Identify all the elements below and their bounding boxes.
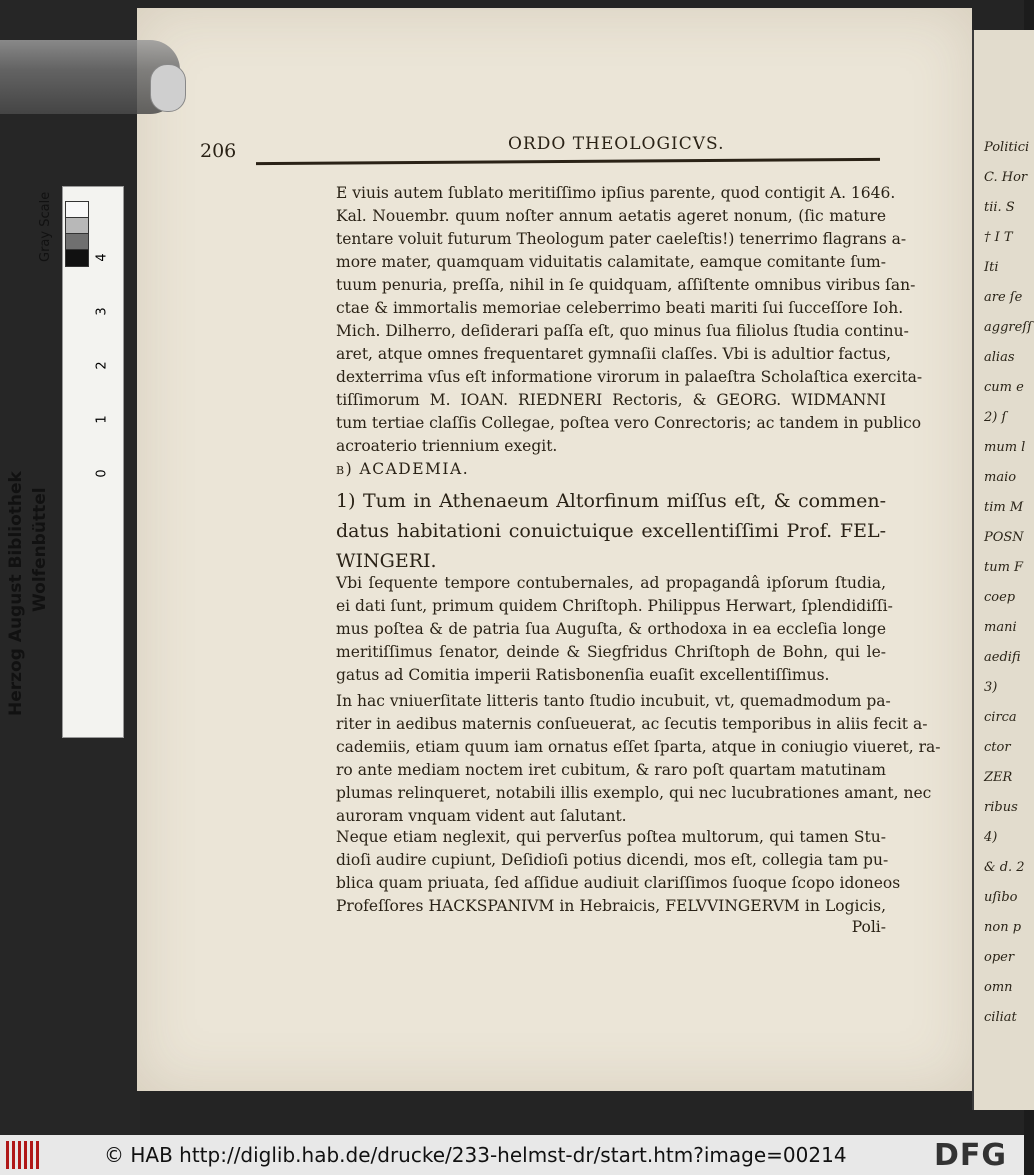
text-line: meritiſſimus ſenator, deinde & Siegfridus Chriſtoph de Bohn, qui le- — [336, 643, 886, 661]
text-line: more mater, quamquam viduitatis calamitate, eamque comitante ſum- — [336, 253, 886, 271]
text-line: Neque etiam neglexit, qui perverſus poſtea multorum, qui tamen Stu- — [336, 828, 886, 846]
text-line: auroram vnquam vident aut ſalutant. — [336, 807, 627, 825]
text-line: Kal. Nouembr. quum noſter annum aetatis ageret nonum, (ſic mature — [336, 207, 886, 225]
ruler-number: 1 — [94, 415, 110, 424]
facing-page-fragment: tii. S — [984, 200, 1015, 215]
catchword: Poli- — [851, 918, 886, 936]
text-line: tentare voluit futurum Theologum pater caeleſtis!) tenerrimo flagrans a- — [336, 230, 907, 248]
facing-page-fragment: ribus — [984, 800, 1018, 815]
facing-page-fragment: 3) — [984, 680, 998, 695]
catchword-box — [336, 916, 886, 939]
page-clamp-tip — [150, 64, 186, 112]
facing-page-fragment: & d. 2 — [984, 860, 1025, 875]
paragraph-5 — [336, 826, 901, 918]
facing-page-fragment: tum F — [984, 560, 1024, 575]
facing-page-fragment: omn — [984, 980, 1013, 995]
facing-page-fragment: C. Hor — [984, 170, 1028, 185]
paragraph-4 — [336, 690, 941, 828]
text-line: E viuis autem ſublato meritiſſimo ipſius parente, quod contigit A. 1646. — [336, 184, 896, 202]
text-line: datus habitationi conuictuique excellentiſſimi Prof. FEL- — [336, 520, 886, 542]
running-title: ORDO THEOLOGICVS. — [508, 134, 725, 154]
facing-page-fragment: coep — [984, 590, 1016, 605]
text-line: ei dati ſunt, primum quidem Chriſtoph. Philippus Herwart, ſplendidiſſi- — [336, 597, 893, 615]
facing-page-fragment: 2) ſ — [984, 410, 1007, 425]
text-line: 1) Tum in Athenaeum Altorfinum miſſus eſt, & commen- — [336, 490, 886, 512]
facing-page-fragment: alias — [984, 350, 1015, 365]
text-line: tiſſimorum M. IOAN. RIEDNERI Rectoris, & GEORG. WIDMANNI — [336, 391, 886, 409]
text-line: ctae & immortalis memoriae celeberrimo beati mariti ſui ſucceſſore Ioh. — [336, 299, 904, 317]
facing-page-fragment: Politici — [984, 140, 1030, 155]
paragraph-2 — [336, 486, 886, 576]
facing-page-fragment: tim M — [984, 500, 1024, 515]
facing-page-fragment: Iti — [984, 260, 999, 275]
text-line: mus poſtea & de patria ſua Auguſta, & orthodoxa in ea eccleſia longe — [336, 620, 886, 638]
facing-page — [972, 30, 1034, 1110]
text-line: dioſi audire cupiunt, Deſidioſi potius dicendi, mos eſt, collegia tam pu- — [336, 851, 889, 869]
barcode-icon — [6, 1141, 44, 1169]
facing-page-fragment: non p — [984, 920, 1022, 935]
facing-page-fragment: POSN — [984, 530, 1024, 545]
facing-page-fragment: mum l — [984, 440, 1026, 455]
paragraph-1 — [336, 182, 923, 458]
text-line: acroaterio triennium exegit. — [336, 437, 558, 455]
text-line: Vbi ſequente tempore contubernales, ad propagandâ ipſorum ſtudia, — [336, 574, 886, 592]
text-line: WINGERI. — [336, 550, 437, 572]
text-line: tuum penuria, preſſa, nihil in ſe quidquam, aſſiſtente omnibus viribus ſan- — [336, 276, 916, 294]
header-rule — [256, 158, 880, 165]
ruler-number: 0 — [94, 469, 110, 478]
text-line: ro ante mediam noctem iret cubitum, & raro poſt quartam matutinam — [336, 761, 886, 779]
page-number: 206 — [200, 140, 237, 162]
footer-bar — [0, 1135, 1024, 1175]
text-line: cademiis, etiam quum iam ornatus eſſet ſparta, atque in coniugio viueret, ra- — [336, 738, 941, 756]
facing-page-fragment: aggreſſ — [984, 320, 1032, 335]
facing-page-fragment: are ſe — [984, 290, 1023, 305]
facing-page-fragment: ciliat — [984, 1010, 1017, 1025]
facing-page-fragment: † I T — [984, 230, 1013, 245]
section-heading-text: b) ACADEMIA. — [336, 460, 470, 478]
section-heading — [336, 458, 886, 481]
ruler-number: 2 — [94, 361, 110, 370]
copyright-link[interactable]: © HAB http://diglib.hab.de/drucke/233-helmst-dr/start.htm?image=00214 — [104, 1143, 847, 1167]
color-ruler — [62, 186, 124, 738]
gray-scale-label: Gray Scale — [38, 191, 53, 262]
facing-page-fragment: ctor — [984, 740, 1011, 755]
facing-page-fragment: cum e — [984, 380, 1024, 395]
text-line: dexterrima vſus eſt informatione virorum in palaeſtra Scholaſtica exercita- — [336, 368, 923, 386]
swatch-black — [65, 249, 89, 267]
text-line: blica quam priuata, ſed aſſidue audiuit clariſſimos ſuoque ſcopo idoneos — [336, 874, 901, 892]
facing-page-fragment: mani — [984, 620, 1017, 635]
text-line: Profeſſores HACKSPANIVM in Hebraicis, FELVVINGERVM in Logicis, — [336, 897, 886, 915]
library-name: Herzog August Bibliothek — [6, 471, 26, 716]
facing-page-fragment: circa — [984, 710, 1017, 725]
dfg-logo: DFG — [934, 1138, 1008, 1173]
text-line: plumas relinqueret, notabili illis exemplo, qui nec lucubrationes amant, nec — [336, 784, 932, 802]
facing-page-fragment: 4) — [984, 830, 998, 845]
text-line: riter in aedibus maternis conſueuerat, ac ſecutis temporibus in aliis fecit a- — [336, 715, 928, 733]
facing-page-fragment: aedifi — [984, 650, 1021, 665]
page-header — [200, 130, 880, 170]
library-place: Wolfenbüttel — [30, 487, 50, 612]
ruler-number: 3 — [94, 307, 110, 316]
text-line: tum tertiae claſſis Collegae, poſtea vero Conrectoris; ac tandem in publico — [336, 414, 922, 432]
text-line: In hac vniuerſitate litteris tanto ſtudio incubuit, vt, quemadmodum pa- — [336, 692, 891, 710]
facing-page-fragment: maio — [984, 470, 1017, 485]
text-line: aret, atque omnes frequentaret gymnaſii claſſes. Vbi is adultior factus, — [336, 345, 892, 363]
text-line: Mich. Dilherro, deſiderari paſſa eſt, quo minus ſua filiolus ſtudia continu- — [336, 322, 909, 340]
text-line: gatus ad Comitia imperii Ratisbonenſia euaſit excellentiſſimus. — [336, 666, 830, 684]
ruler-number: 4 — [94, 253, 110, 262]
paragraph-3 — [336, 572, 893, 687]
facing-page-fragment: uſibo — [984, 890, 1018, 905]
facing-page-fragment: oper — [984, 950, 1015, 965]
facing-page-fragment: ZER — [984, 770, 1013, 785]
